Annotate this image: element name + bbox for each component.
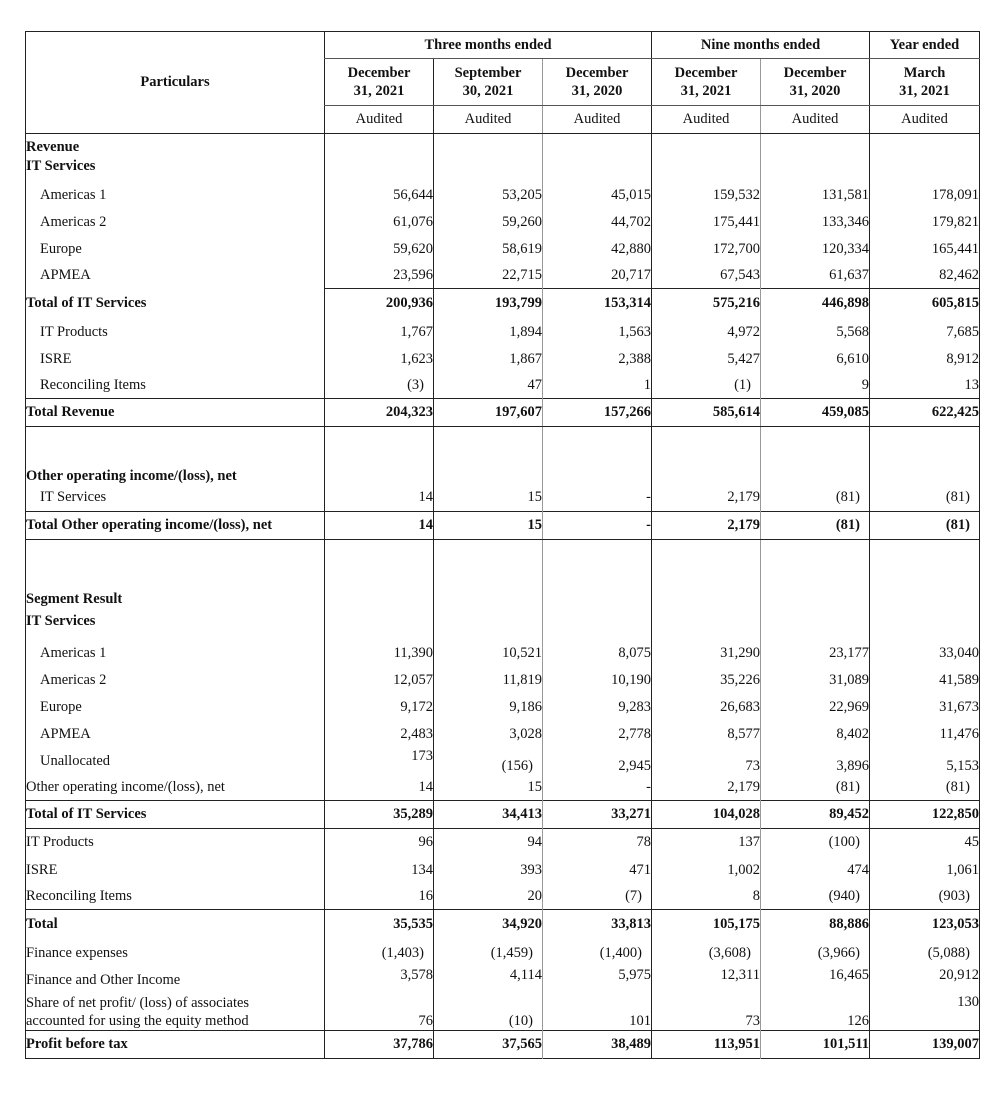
column-header-line2: 31, 2021: [899, 83, 950, 99]
cell-value: 474: [761, 857, 870, 884]
cell-value: 44,702: [543, 209, 652, 236]
column-header-line2: 31, 2020: [571, 83, 623, 99]
cell-value: (100): [761, 829, 870, 857]
cell-value: 575,216: [652, 289, 761, 319]
cell-value: 22,969: [761, 694, 870, 721]
cell-value: 3,896: [761, 748, 870, 775]
cell-value: 126: [761, 994, 870, 1031]
cell-value: 200,936: [325, 289, 434, 319]
cell-value: 33,813: [543, 910, 652, 940]
cell-value: (5,088): [870, 940, 980, 967]
column-header-line1: December: [565, 65, 629, 81]
column-header-line1: December: [674, 65, 738, 81]
column-header-line1: December: [783, 65, 847, 81]
cell-value: 133,346: [761, 209, 870, 236]
cell-value: (1,400): [543, 940, 652, 967]
cell-value: 393: [434, 857, 543, 884]
table-row: [26, 511, 980, 539]
column-header-line2: 31, 2020: [789, 83, 841, 99]
cell-value: 193,799: [434, 289, 543, 319]
cell-value: 585,614: [652, 399, 761, 427]
cell-value: 10,190: [543, 667, 652, 694]
row-label: Finance expenses: [26, 944, 128, 961]
cell-value: 172,700: [652, 236, 761, 263]
cell-value: 122,850: [870, 801, 980, 829]
cell-value: 41,589: [870, 667, 980, 694]
cell-value: 16,465: [761, 967, 870, 994]
row-label-line2: accounted for using the equity method: [26, 1012, 249, 1029]
cell-value: 159,532: [652, 182, 761, 209]
cell-value: 2,778: [543, 721, 652, 748]
segment-results-table: [25, 31, 980, 1059]
cell-value: (7): [543, 884, 652, 910]
cell-value: 13: [870, 373, 980, 399]
row-label: APMEA: [40, 267, 91, 283]
cell-value: 1: [543, 373, 652, 399]
cell-value: 23,596: [325, 263, 434, 289]
cell-value: 37,786: [325, 1030, 434, 1058]
cell-value: (903): [870, 884, 980, 910]
cell-value: 105,175: [652, 910, 761, 940]
cell-value: 42,880: [543, 236, 652, 263]
table-row: [26, 994, 980, 1031]
cell-value: 35,535: [325, 910, 434, 940]
row-label: Americas 1: [40, 644, 107, 661]
cell-value: 2,179: [652, 511, 761, 539]
cell-value: (81): [870, 511, 980, 539]
row-label: IT Products: [26, 829, 325, 857]
cell-value: 56,644: [325, 182, 434, 209]
cell-value: 3,578: [325, 967, 434, 994]
row-label: Total: [26, 910, 325, 940]
revenue-subtitle-label: IT Services: [26, 158, 96, 174]
cell-value: 157,266: [543, 399, 652, 427]
cell-value: 5,975: [543, 967, 652, 994]
table-row: [26, 940, 980, 967]
row-label: Reconciling Items: [26, 887, 132, 904]
cell-value: 622,425: [870, 399, 980, 427]
cell-value: 31,089: [761, 667, 870, 694]
table-row: [26, 748, 980, 775]
cell-value: 96: [325, 829, 434, 857]
cell-value: 104,028: [652, 801, 761, 829]
cell-value: (1,459): [434, 940, 543, 967]
cell-value: 2,179: [652, 485, 761, 511]
cell-value: 11,819: [434, 667, 543, 694]
table-row: [26, 209, 980, 236]
cell-value: 31,290: [652, 640, 761, 667]
cell-value: 33,040: [870, 640, 980, 667]
cell-value: 1,061: [870, 857, 980, 884]
cell-value: 61,076: [325, 209, 434, 236]
cell-value: 471: [543, 857, 652, 884]
column-header-line2: 31, 2021: [680, 83, 732, 99]
other-income-section-title-label: Other operating income/(loss), net: [26, 468, 237, 484]
table-row: [26, 399, 980, 427]
row-label: Total Other operating income/(loss), net: [26, 511, 325, 539]
column-header-line1: March: [903, 65, 946, 81]
cell-value: 179,821: [870, 209, 980, 236]
table-row: [26, 721, 980, 748]
cell-value: 12,057: [325, 667, 434, 694]
cell-value: (940): [761, 884, 870, 910]
group-header-year: Year ended: [870, 32, 980, 59]
table-row: [26, 346, 980, 373]
cell-value: 197,607: [434, 399, 543, 427]
cell-value: 53,205: [434, 182, 543, 209]
row-label: [26, 994, 325, 1031]
cell-value: 131,581: [761, 182, 870, 209]
cell-value: 446,898: [761, 289, 870, 319]
cell-value: 5,568: [761, 319, 870, 346]
table-row: [26, 236, 980, 263]
cell-value: 14: [325, 485, 434, 511]
cell-value: 9,283: [543, 694, 652, 721]
cell-value: 73: [652, 994, 761, 1031]
cell-value: 73: [652, 748, 761, 775]
row-label: Total Revenue: [26, 399, 325, 427]
cell-value: 11,390: [325, 640, 434, 667]
cell-value: 22,715: [434, 263, 543, 289]
cell-value: 33,271: [543, 801, 652, 829]
cell-value: 82,462: [870, 263, 980, 289]
row-label: Americas 2: [40, 671, 107, 688]
row-label: Americas 1: [40, 186, 107, 203]
row-label: ISRE: [40, 350, 72, 367]
cell-value: 37,565: [434, 1030, 543, 1058]
table-row: [26, 182, 980, 209]
cell-value: 45,015: [543, 182, 652, 209]
table-row: [26, 485, 980, 511]
cell-value: 8,075: [543, 640, 652, 667]
cell-value: 8,577: [652, 721, 761, 748]
cell-value: 101,511: [761, 1030, 870, 1058]
cell-value: 45: [870, 829, 980, 857]
segment-section-title: [26, 582, 980, 608]
cell-value: 8: [652, 884, 761, 910]
cell-value: 8,402: [761, 721, 870, 748]
cell-value: 88,886: [761, 910, 870, 940]
cell-value: 59,260: [434, 209, 543, 236]
table-row: [26, 801, 980, 829]
cell-value: 67,543: [652, 263, 761, 289]
cell-value: 9,172: [325, 694, 434, 721]
cell-value: 10,521: [434, 640, 543, 667]
cell-value: -: [543, 511, 652, 539]
row-label: ISRE: [26, 861, 58, 878]
column-header-line1: December: [347, 65, 411, 81]
row-label: Reconciling Items: [40, 376, 146, 393]
cell-value: 16: [325, 884, 434, 910]
cell-value: (10): [434, 994, 543, 1031]
revenue-section-title-label: Revenue: [26, 138, 80, 155]
cell-value: 459,085: [761, 399, 870, 427]
row-label: Europe: [40, 240, 82, 257]
cell-value: 2,483: [325, 721, 434, 748]
spacer-row: [26, 427, 980, 460]
cell-value: 89,452: [761, 801, 870, 829]
cell-value: 1,894: [434, 319, 543, 346]
cell-value: (81): [761, 511, 870, 539]
cell-value: 175,441: [652, 209, 761, 236]
cell-value: 134: [325, 857, 434, 884]
cell-value: 5,153: [870, 748, 980, 775]
cell-value: 35,289: [325, 801, 434, 829]
cell-value: -: [543, 485, 652, 511]
cell-value: 130: [870, 994, 980, 1031]
cell-value: 101: [543, 994, 652, 1031]
cell-value: 113,951: [652, 1030, 761, 1058]
cell-value: 173: [325, 748, 434, 775]
cell-value: 58,619: [434, 236, 543, 263]
row-label: Total of IT Services: [26, 295, 147, 311]
table-row: [26, 967, 980, 994]
cell-value: 59,620: [325, 236, 434, 263]
table-row: [26, 1030, 980, 1058]
column-header-line1: September: [454, 65, 522, 81]
cell-value: 165,441: [870, 236, 980, 263]
group-header-three-months: Three months ended: [325, 32, 652, 59]
segment-subtitle-label: IT Services: [26, 613, 96, 629]
column-header-line2: 31, 2021: [353, 83, 405, 99]
cell-value: 178,091: [870, 182, 980, 209]
cell-value: 7,685: [870, 319, 980, 346]
cell-value: 153,314: [543, 289, 652, 319]
cell-value: 35,226: [652, 667, 761, 694]
row-label: Americas 2: [40, 213, 107, 230]
row-label: Other operating income/(loss), net: [26, 778, 225, 795]
cell-value: 34,920: [434, 910, 543, 940]
cell-value: 38,489: [543, 1030, 652, 1058]
cell-value: 23,177: [761, 640, 870, 667]
cell-value: 47: [434, 373, 543, 399]
table-row: [26, 263, 980, 289]
table-row: [26, 910, 980, 940]
column-header-line2: 30, 2021: [462, 83, 514, 99]
column-header-date: [652, 59, 761, 106]
cell-value: 1,623: [325, 346, 434, 373]
cell-value: 78: [543, 829, 652, 857]
cell-value: (81): [761, 485, 870, 511]
row-label: IT Services: [40, 489, 107, 506]
cell-value: 204,323: [325, 399, 434, 427]
revenue-section-title: [26, 134, 980, 156]
cell-value: 3,028: [434, 721, 543, 748]
cell-value: 1,563: [543, 319, 652, 346]
cell-value: 14: [325, 511, 434, 539]
row-label: Profit before tax: [26, 1030, 325, 1058]
table-row: [26, 694, 980, 721]
table-row: [26, 289, 980, 319]
cell-value: 4,114: [434, 967, 543, 994]
cell-value: 6,610: [761, 346, 870, 373]
table-row: [26, 884, 980, 910]
row-label: APMEA: [40, 725, 91, 742]
column-header-date: [543, 59, 652, 106]
cell-value: 120,334: [761, 236, 870, 263]
cell-value: 2,388: [543, 346, 652, 373]
cell-value: 11,476: [870, 721, 980, 748]
cell-value: (3,608): [652, 940, 761, 967]
cell-value: (81): [761, 775, 870, 801]
cell-value: 12,311: [652, 967, 761, 994]
cell-value: (3): [325, 373, 434, 399]
cell-value: 61,637: [761, 263, 870, 289]
row-label: Total of IT Services: [26, 801, 325, 829]
spacer-row: [26, 539, 980, 582]
particulars-header: Particulars: [26, 32, 325, 134]
cell-value: 137: [652, 829, 761, 857]
cell-value: 15: [434, 775, 543, 801]
segment-subtitle: [26, 608, 980, 636]
column-header-status: Audited: [543, 106, 652, 134]
cell-value: 1,867: [434, 346, 543, 373]
row-label: Europe: [40, 698, 82, 715]
column-header-status: Audited: [652, 106, 761, 134]
table-row: [26, 319, 980, 346]
cell-value: 20: [434, 884, 543, 910]
cell-value: 5,427: [652, 346, 761, 373]
group-header-nine-months: Nine months ended: [652, 32, 870, 59]
cell-value: (156): [434, 748, 543, 775]
table-row: [26, 667, 980, 694]
segment-section-title-label: Segment Result: [26, 590, 123, 607]
cell-value: 15: [434, 485, 543, 511]
column-header-date: [325, 59, 434, 106]
cell-value: (1,403): [325, 940, 434, 967]
column-header-date: [761, 59, 870, 106]
table-row: [26, 829, 980, 857]
column-header-status: Audited: [434, 106, 543, 134]
cell-value: (1): [652, 373, 761, 399]
row-label: Finance and Other Income: [26, 971, 181, 988]
column-header-status: Audited: [761, 106, 870, 134]
cell-value: 9: [761, 373, 870, 399]
cell-value: -: [543, 775, 652, 801]
cell-value: (3,966): [761, 940, 870, 967]
cell-value: 8,912: [870, 346, 980, 373]
row-label: Unallocated: [40, 752, 111, 769]
cell-value: 15: [434, 511, 543, 539]
cell-value: 20,717: [543, 263, 652, 289]
cell-value: 9,186: [434, 694, 543, 721]
revenue-subtitle: [26, 156, 980, 178]
row-label: IT Products: [40, 323, 108, 340]
cell-value: 2,945: [543, 748, 652, 775]
cell-value: 123,053: [870, 910, 980, 940]
cell-value: 31,673: [870, 694, 980, 721]
cell-value: (81): [870, 775, 980, 801]
cell-value: 26,683: [652, 694, 761, 721]
other-income-section-title: [26, 459, 980, 485]
table-row: [26, 373, 980, 399]
cell-value: 94: [434, 829, 543, 857]
cell-value: 14: [325, 775, 434, 801]
cell-value: 4,972: [652, 319, 761, 346]
row-label-line1: Share of net profit/ (loss) of associates: [26, 994, 250, 1011]
cell-value: 76: [325, 994, 434, 1031]
cell-value: 2,179: [652, 775, 761, 801]
column-header-date: [870, 59, 980, 106]
cell-value: 34,413: [434, 801, 543, 829]
table-row: [26, 775, 980, 801]
cell-value: 139,007: [870, 1030, 980, 1058]
cell-value: 20,912: [870, 967, 980, 994]
column-header-status: Audited: [325, 106, 434, 134]
column-header-status: Audited: [870, 106, 980, 134]
table-row: [26, 640, 980, 667]
cell-value: 1,767: [325, 319, 434, 346]
cell-value: (81): [870, 485, 980, 511]
table-row: [26, 857, 980, 884]
column-header-date: [434, 59, 543, 106]
cell-value: 1,002: [652, 857, 761, 884]
cell-value: 605,815: [870, 289, 980, 319]
